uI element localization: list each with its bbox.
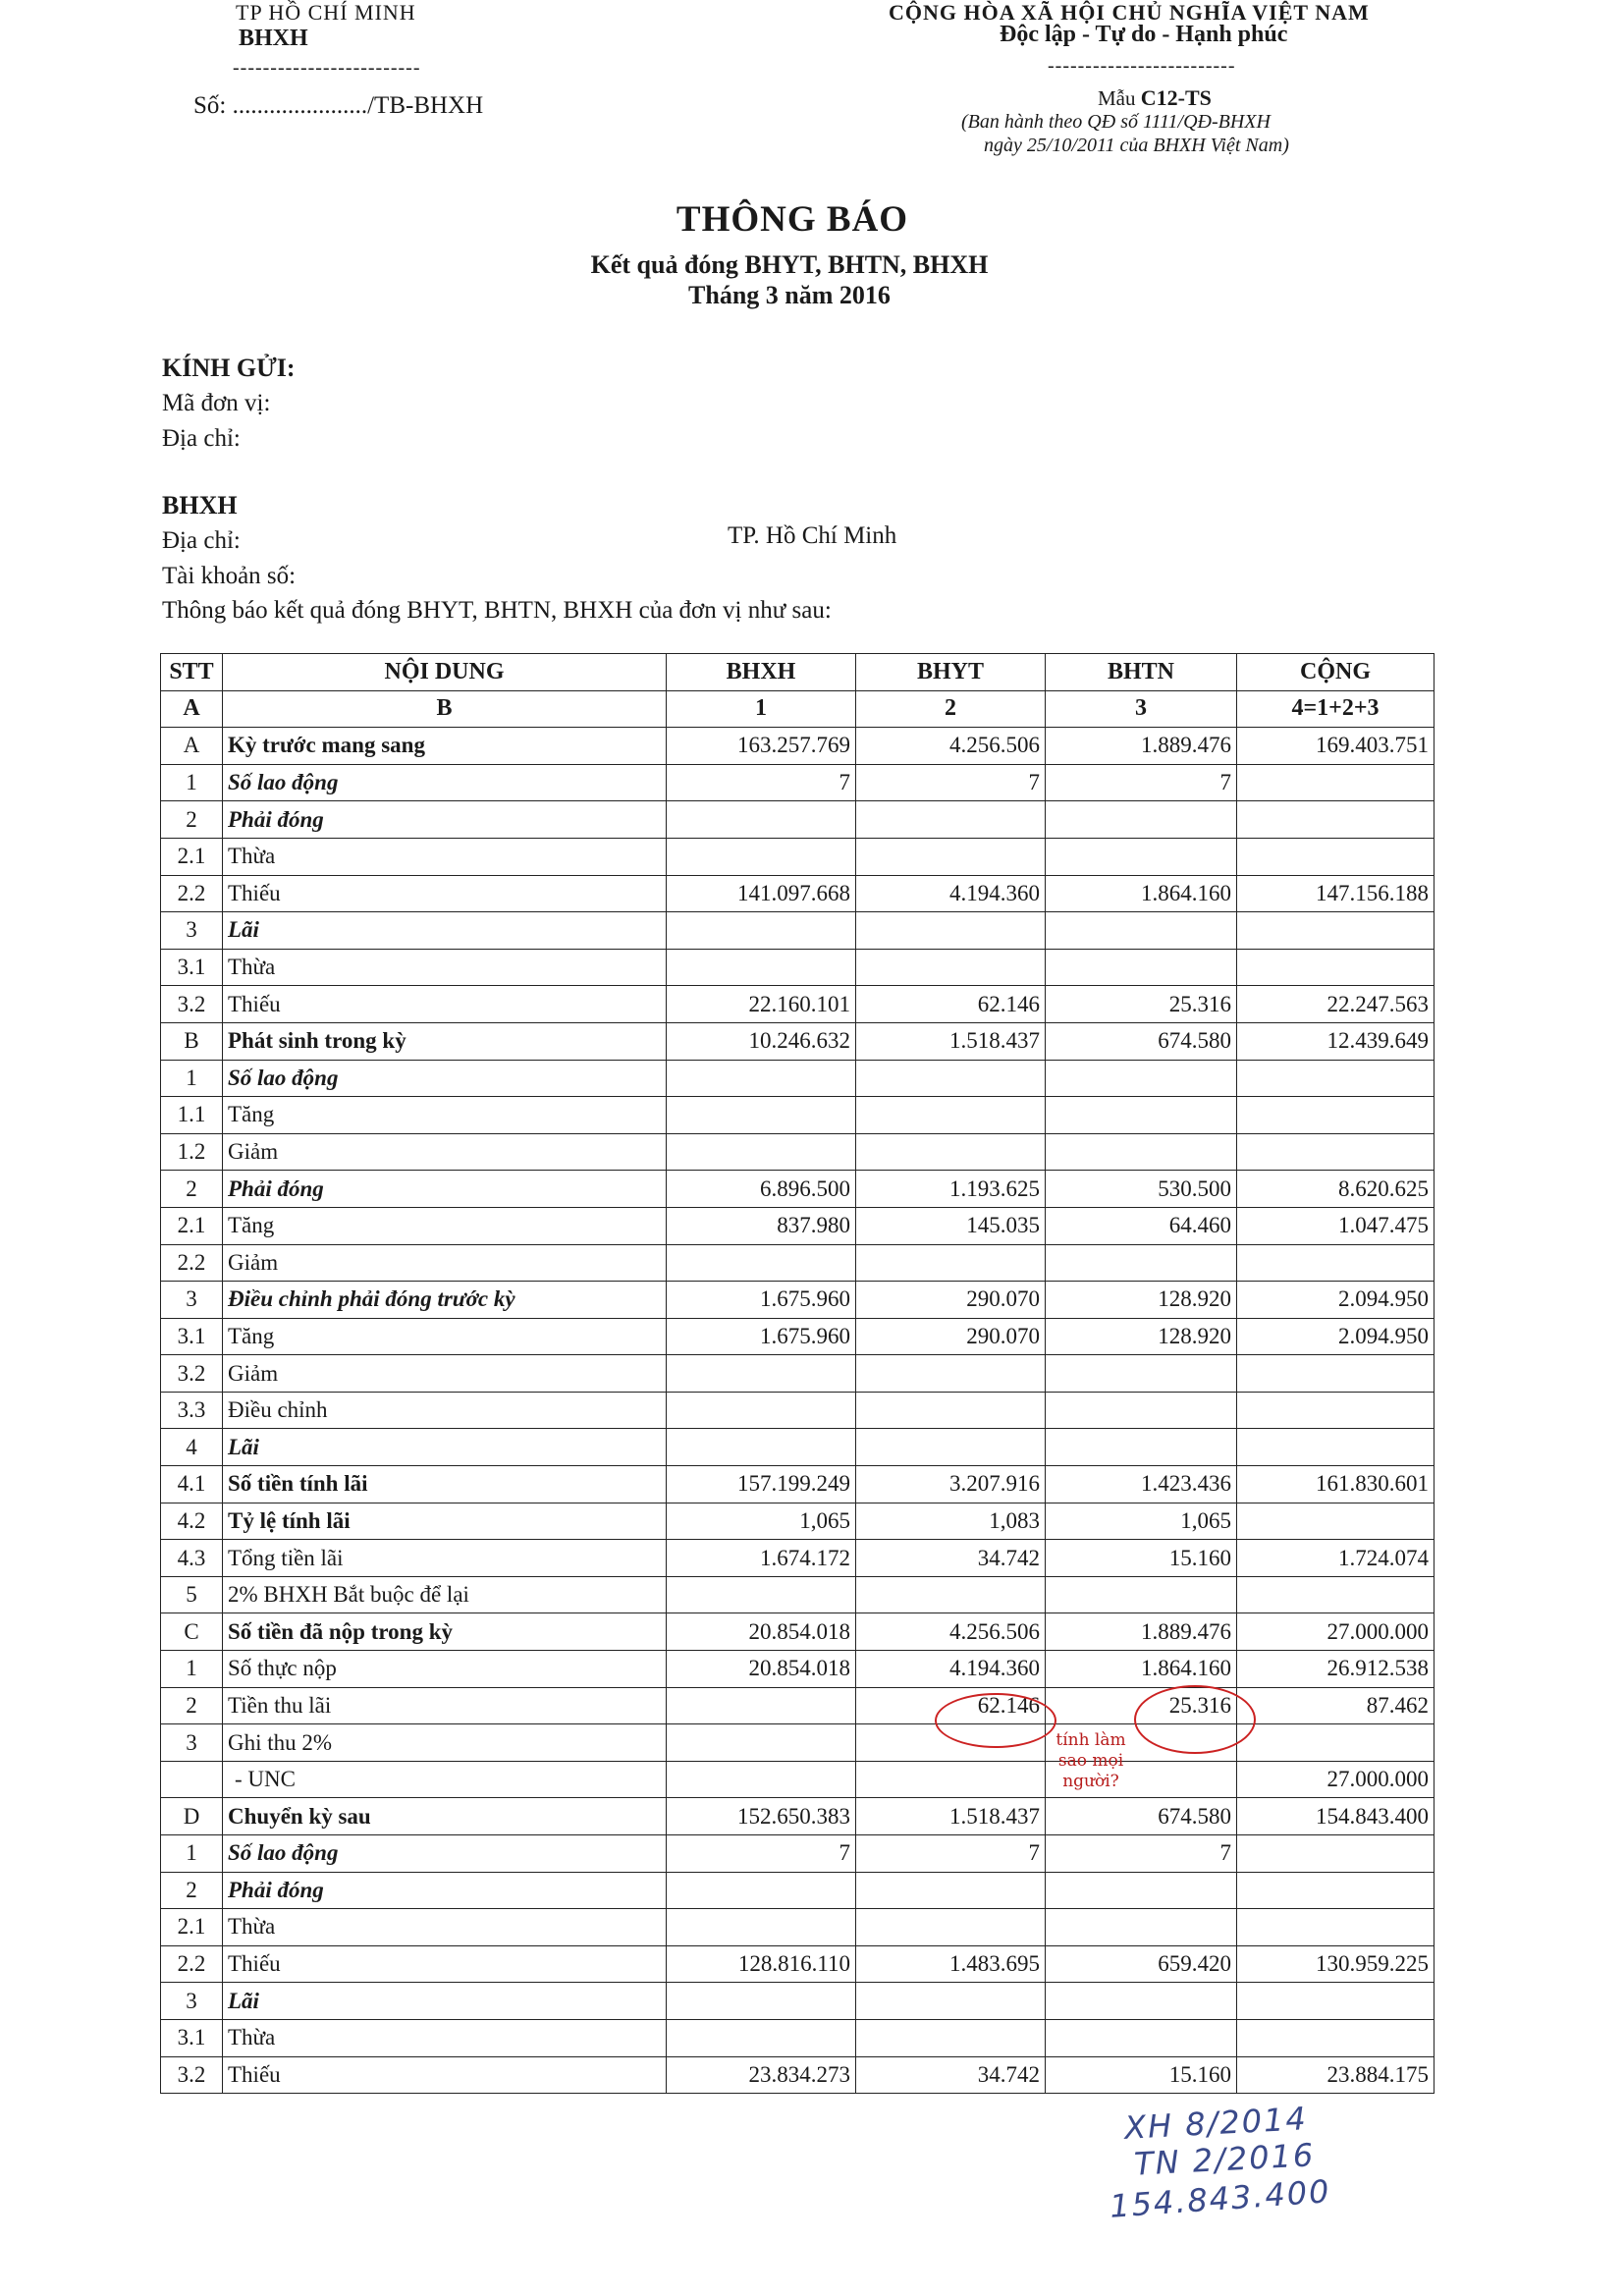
row-stt: 3 [161, 1983, 223, 2020]
cell-bhtn: 1.889.476 [1046, 1613, 1237, 1651]
cell-bhyt: 1,083 [856, 1503, 1046, 1540]
row-stt: 3.1 [161, 1318, 223, 1355]
cell-cong: 2.094.950 [1237, 1282, 1435, 1319]
cell-bhyt [856, 1872, 1046, 1909]
row-stt: 4.1 [161, 1466, 223, 1503]
column-header: BHXH [667, 654, 856, 691]
row-stt: 1.2 [161, 1133, 223, 1171]
table-row [161, 1171, 1435, 1208]
cell-bhyt: 1.193.625 [856, 1171, 1046, 1208]
cell-cong [1237, 1133, 1435, 1171]
cell-bhxh: 157.199.249 [667, 1466, 856, 1503]
row-label: Thừa [223, 2019, 667, 2056]
cell-cong: 169.403.751 [1237, 728, 1435, 765]
row-stt: 1 [161, 1651, 223, 1688]
cell-bhtn [1046, 1097, 1237, 1134]
cell-bhtn: 7 [1046, 1835, 1237, 1873]
table-row [161, 801, 1435, 839]
annotation-circle-bhyt [935, 1693, 1056, 1748]
row-label: - UNC [223, 1761, 667, 1798]
column-header: CỘNG [1237, 654, 1435, 691]
column-header: STT [161, 654, 223, 691]
cell-bhyt: 34.742 [856, 2056, 1046, 2094]
cell-bhtn: 1.864.160 [1046, 875, 1237, 912]
row-label: Điều chỉnh phải đóng trước kỳ [223, 1282, 667, 1319]
row-stt: 2.2 [161, 875, 223, 912]
cell-bhyt: 1.518.437 [856, 1798, 1046, 1835]
recipient-address-label: Địa chỉ: [162, 425, 241, 452]
cell-cong [1237, 949, 1435, 986]
cell-bhxh: 7 [667, 764, 856, 801]
sender-name: BHXH [162, 491, 238, 519]
document-number: Số: ....................../TB-BHXH [193, 92, 484, 119]
handwritten-note-line3: 154.843.400 [1108, 2172, 1332, 2225]
document-period: Tháng 3 năm 2016 [688, 281, 891, 309]
cell-bhyt: 290.070 [856, 1282, 1046, 1319]
row-stt: 2.1 [161, 838, 223, 875]
cell-bhtn: 15.160 [1046, 2056, 1237, 2094]
cell-cong: 22.247.563 [1237, 986, 1435, 1023]
table-row [161, 912, 1435, 950]
table-header-row [161, 654, 1435, 691]
cell-bhyt: 1.518.437 [856, 1022, 1046, 1060]
cell-bhyt: 62.146 [856, 986, 1046, 1023]
cell-bhxh [667, 1060, 856, 1097]
column-code: 4=1+2+3 [1237, 690, 1435, 728]
header-left-divider: ------------------------- [233, 57, 421, 79]
row-label: Thiếu [223, 986, 667, 1023]
row-stt: 2 [161, 1687, 223, 1724]
cell-bhyt [856, 1392, 1046, 1429]
row-stt: C [161, 1613, 223, 1651]
cell-bhyt: 4.194.360 [856, 875, 1046, 912]
cell-bhxh [667, 1355, 856, 1393]
row-label: Giảm [223, 1133, 667, 1171]
handwritten-note-line2: TN 2/2016 [1133, 2136, 1317, 2183]
cell-bhxh [667, 1983, 856, 2020]
cell-bhxh [667, 1429, 856, 1466]
table-row [161, 1798, 1435, 1835]
table-row [161, 1576, 1435, 1613]
row-stt: 1 [161, 1835, 223, 1873]
row-label: Giảm [223, 1355, 667, 1393]
table-row [161, 728, 1435, 765]
cell-bhyt [856, 949, 1046, 986]
row-label: Số lao động [223, 764, 667, 801]
cell-bhtn: 15.160 [1046, 1540, 1237, 1577]
cell-bhxh: 20.854.018 [667, 1613, 856, 1651]
table-row [161, 875, 1435, 912]
cell-bhtn: 64.460 [1046, 1207, 1237, 1244]
cell-bhxh: 1.675.960 [667, 1318, 856, 1355]
table-row [161, 1097, 1435, 1134]
document-title: THÔNG BÁO [676, 199, 909, 240]
cell-bhtn [1046, 1872, 1237, 1909]
row-stt: 4 [161, 1429, 223, 1466]
cell-bhyt: 290.070 [856, 1318, 1046, 1355]
cell-bhyt: 34.742 [856, 1540, 1046, 1577]
column-code: 2 [856, 690, 1046, 728]
cell-bhyt [856, 838, 1046, 875]
cell-bhxh [667, 1576, 856, 1613]
cell-bhyt [856, 1060, 1046, 1097]
column-code: B [223, 690, 667, 728]
cell-bhyt: 4.256.506 [856, 1613, 1046, 1651]
cell-cong: 27.000.000 [1237, 1613, 1435, 1651]
row-label: Lãi [223, 912, 667, 950]
cell-bhxh: 128.816.110 [667, 1945, 856, 1983]
row-label: Tỷ lệ tính lãi [223, 1503, 667, 1540]
table-row [161, 1945, 1435, 1983]
cell-cong: 8.620.625 [1237, 1171, 1435, 1208]
cell-bhtn: 1,065 [1046, 1503, 1237, 1540]
row-label: Ghi thu 2% [223, 1724, 667, 1762]
cell-bhtn [1046, 2019, 1237, 2056]
row-stt: 3 [161, 912, 223, 950]
row-stt: 4.3 [161, 1540, 223, 1577]
annotation-circle-bhtn [1134, 1685, 1256, 1754]
cell-bhxh: 837.980 [667, 1207, 856, 1244]
cell-cong [1237, 2019, 1435, 2056]
cell-bhtn [1046, 1576, 1237, 1613]
cell-cong [1237, 1097, 1435, 1134]
column-header: BHYT [856, 654, 1046, 691]
cell-bhxh [667, 1097, 856, 1134]
row-label: Số thực nộp [223, 1651, 667, 1688]
row-label: Thiếu [223, 1945, 667, 1983]
cell-bhyt: 7 [856, 1835, 1046, 1873]
table-row [161, 1909, 1435, 1946]
row-stt: 3.2 [161, 1355, 223, 1393]
cell-bhxh: 6.896.500 [667, 1171, 856, 1208]
form-issued-date: ngày 25/10/2011 của BHXH Việt Nam) [984, 135, 1289, 156]
cell-bhxh: 23.834.273 [667, 2056, 856, 2094]
table-row [161, 1355, 1435, 1393]
cell-bhxh [667, 1909, 856, 1946]
cell-bhyt [856, 1983, 1046, 2020]
row-label: Điều chỉnh [223, 1392, 667, 1429]
cell-bhtn [1046, 949, 1237, 986]
table-row [161, 1282, 1435, 1319]
cell-bhxh [667, 2019, 856, 2056]
cell-cong [1237, 1503, 1435, 1540]
cell-bhyt [856, 2019, 1046, 2056]
cell-cong [1237, 1724, 1435, 1762]
national-motto: Độc lập - Tự do - Hạnh phúc [1000, 22, 1288, 47]
table-row [161, 1060, 1435, 1097]
cell-bhxh: 1.675.960 [667, 1282, 856, 1319]
table-row [161, 1392, 1435, 1429]
row-label: Số tiền tính lãi [223, 1466, 667, 1503]
cell-bhtn [1046, 1392, 1237, 1429]
column-header: NỘI DUNG [223, 654, 667, 691]
row-label: Phải đóng [223, 1171, 667, 1208]
cell-cong [1237, 1576, 1435, 1613]
cell-bhyt [856, 1909, 1046, 1946]
row-label: Lãi [223, 1429, 667, 1466]
cell-bhtn: 25.316 [1046, 1687, 1237, 1724]
cell-cong: 154.843.400 [1237, 1798, 1435, 1835]
cell-bhxh [667, 1392, 856, 1429]
cell-bhyt: 4.256.506 [856, 728, 1046, 765]
row-stt: 2.2 [161, 1945, 223, 1983]
cell-bhyt [856, 1429, 1046, 1466]
cell-bhxh: 141.097.668 [667, 875, 856, 912]
row-label: Phải đóng [223, 801, 667, 839]
form-code: Mẫu C12-TS [1098, 85, 1212, 110]
cell-cong: 147.156.188 [1237, 875, 1435, 912]
row-label: Thừa [223, 838, 667, 875]
annotation-note: tính làm sao mọi người? [1056, 1730, 1126, 1791]
cell-bhtn: 674.580 [1046, 1022, 1237, 1060]
cell-bhyt [856, 1133, 1046, 1171]
intro-text: Thông báo kết quả đóng BHYT, BHTN, BHXH của đơn vị như sau: [162, 597, 832, 624]
sender-account-label: Tài khoản số: [162, 563, 297, 589]
header-right-line1: CỘNG HÒA XÃ HỘI CHỦ NGHĨA VIỆT NAM [889, 0, 1370, 25]
cell-bhyt [856, 912, 1046, 950]
cell-bhtn: 7 [1046, 764, 1237, 801]
cell-bhxh: 20.854.018 [667, 1651, 856, 1688]
row-stt [161, 1761, 223, 1798]
cell-bhyt: 62.146 [856, 1687, 1046, 1724]
table-row [161, 2056, 1435, 2094]
row-stt: 3 [161, 1724, 223, 1762]
cell-cong [1237, 838, 1435, 875]
row-stt: 2.1 [161, 1909, 223, 1946]
cell-cong [1237, 1244, 1435, 1282]
cell-bhyt [856, 1097, 1046, 1134]
row-label: Chuyển kỳ sau [223, 1798, 667, 1835]
cell-bhxh [667, 1872, 856, 1909]
cell-cong: 23.884.175 [1237, 2056, 1435, 2094]
table-row [161, 1761, 1435, 1798]
row-label: Phải đóng [223, 1872, 667, 1909]
row-stt: 3.2 [161, 986, 223, 1023]
sender-address-value: TP. Hồ Chí Minh [728, 522, 897, 549]
row-stt: B [161, 1022, 223, 1060]
cell-bhyt [856, 1576, 1046, 1613]
form-issued-note: (Ban hành theo QĐ số 1111/QĐ-BHXH [961, 111, 1271, 133]
cell-bhxh [667, 1133, 856, 1171]
handwritten-note-line1: XH 8/2014 [1123, 2100, 1309, 2147]
cell-bhyt [856, 1244, 1046, 1282]
table-row [161, 1244, 1435, 1282]
cell-cong [1237, 912, 1435, 950]
cell-bhtn: 659.420 [1046, 1945, 1237, 1983]
cell-bhxh [667, 1687, 856, 1724]
table-row [161, 1651, 1435, 1688]
row-stt: 3.1 [161, 2019, 223, 2056]
cell-cong [1237, 1392, 1435, 1429]
cell-bhxh: 152.650.383 [667, 1798, 856, 1835]
cell-bhtn [1046, 838, 1237, 875]
column-code: 1 [667, 690, 856, 728]
row-label: Tiền thu lãi [223, 1687, 667, 1724]
cell-bhtn [1046, 1244, 1237, 1282]
cell-bhtn: 128.920 [1046, 1282, 1237, 1319]
cell-bhyt: 3.207.916 [856, 1466, 1046, 1503]
table-row [161, 949, 1435, 986]
cell-bhxh: 1.674.172 [667, 1540, 856, 1577]
cell-bhtn [1046, 801, 1237, 839]
cell-cong [1237, 1060, 1435, 1097]
table-row [161, 1503, 1435, 1540]
row-label: Thiếu [223, 875, 667, 912]
cell-bhxh [667, 1724, 856, 1762]
row-stt: D [161, 1798, 223, 1835]
document-subtitle: Kết quả đóng BHYT, BHTN, BHXH [590, 250, 989, 279]
table-row [161, 1318, 1435, 1355]
recipient-unit-code-label: Mã đơn vị: [162, 390, 271, 416]
cell-bhxh: 1,065 [667, 1503, 856, 1540]
table-row [161, 764, 1435, 801]
row-label: Tăng [223, 1097, 667, 1134]
cell-cong [1237, 1355, 1435, 1393]
cell-cong [1237, 801, 1435, 839]
header-right-divider: ------------------------- [1048, 55, 1236, 77]
cell-bhyt: 4.194.360 [856, 1651, 1046, 1688]
row-label: Kỳ trước mang sang [223, 728, 667, 765]
cell-cong: 1.047.475 [1237, 1207, 1435, 1244]
sender-address-label: Địa chỉ: [162, 527, 241, 554]
table-row [161, 838, 1435, 875]
row-label: Số lao động [223, 1060, 667, 1097]
cell-cong: 27.000.000 [1237, 1761, 1435, 1798]
row-stt: 1.1 [161, 1097, 223, 1134]
cell-bhyt [856, 1761, 1046, 1798]
table-row [161, 1022, 1435, 1060]
table-row [161, 1133, 1435, 1171]
cell-cong [1237, 1872, 1435, 1909]
cell-bhtn: 1.864.160 [1046, 1651, 1237, 1688]
row-label: Tăng [223, 1318, 667, 1355]
table-row [161, 1429, 1435, 1466]
cell-bhxh [667, 1244, 856, 1282]
row-stt: 2.2 [161, 1244, 223, 1282]
table-code-row [161, 690, 1435, 728]
cell-cong: 26.912.538 [1237, 1651, 1435, 1688]
table-row [161, 1540, 1435, 1577]
cell-bhxh [667, 912, 856, 950]
cell-bhtn: 128.920 [1046, 1318, 1237, 1355]
cell-bhtn: 25.316 [1046, 986, 1237, 1023]
cell-bhxh [667, 801, 856, 839]
cell-bhxh [667, 1761, 856, 1798]
column-code: A [161, 690, 223, 728]
cell-cong: 161.830.601 [1237, 1466, 1435, 1503]
header-left-line1: TP HỒ CHÍ MINH [236, 0, 416, 25]
table-row [161, 1466, 1435, 1503]
row-label: 2% BHXH Bắt buộc để lại [223, 1576, 667, 1613]
cell-cong [1237, 1909, 1435, 1946]
row-label: Thừa [223, 949, 667, 986]
column-header: BHTN [1046, 654, 1237, 691]
row-stt: 3 [161, 1282, 223, 1319]
cell-cong: 2.094.950 [1237, 1318, 1435, 1355]
column-code: 3 [1046, 690, 1237, 728]
cell-cong: 12.439.649 [1237, 1022, 1435, 1060]
row-label: Phát sinh trong kỳ [223, 1022, 667, 1060]
cell-bhyt: 7 [856, 764, 1046, 801]
table-row [161, 1207, 1435, 1244]
cell-bhtn [1046, 1355, 1237, 1393]
cell-bhtn: 674.580 [1046, 1798, 1237, 1835]
cell-bhxh: 163.257.769 [667, 728, 856, 765]
cell-bhtn [1046, 1133, 1237, 1171]
cell-bhtn [1046, 1060, 1237, 1097]
table-row [161, 986, 1435, 1023]
row-stt: 5 [161, 1576, 223, 1613]
cell-bhxh [667, 949, 856, 986]
cell-cong: 130.959.225 [1237, 1945, 1435, 1983]
row-stt: 3.3 [161, 1392, 223, 1429]
cell-bhyt: 145.035 [856, 1207, 1046, 1244]
cell-cong [1237, 1983, 1435, 2020]
cell-cong [1237, 1835, 1435, 1873]
row-label: Lãi [223, 1983, 667, 2020]
row-stt: A [161, 728, 223, 765]
row-label: Thừa [223, 1909, 667, 1946]
cell-bhtn [1046, 1983, 1237, 2020]
table-row [161, 1983, 1435, 2020]
cell-bhtn [1046, 1429, 1237, 1466]
table-row [161, 2019, 1435, 2056]
cell-bhtn: 1.423.436 [1046, 1466, 1237, 1503]
row-stt: 3.2 [161, 2056, 223, 2094]
recipient-heading: KÍNH GỬI: [162, 354, 296, 382]
row-label: Số tiền đã nộp trong kỳ [223, 1613, 667, 1651]
contribution-table [160, 653, 1435, 2094]
cell-cong: 87.462 [1237, 1687, 1435, 1724]
row-label: Số lao động [223, 1835, 667, 1873]
cell-bhtn [1046, 1909, 1237, 1946]
cell-bhxh: 10.246.632 [667, 1022, 856, 1060]
table-row [161, 1835, 1435, 1873]
cell-bhxh: 7 [667, 1835, 856, 1873]
row-label: Thiếu [223, 2056, 667, 2094]
row-label: Giảm [223, 1244, 667, 1282]
row-stt: 2 [161, 801, 223, 839]
cell-bhtn: 530.500 [1046, 1171, 1237, 1208]
cell-cong: 1.724.074 [1237, 1540, 1435, 1577]
row-stt: 2 [161, 1171, 223, 1208]
cell-cong [1237, 1429, 1435, 1466]
cell-bhyt [856, 801, 1046, 839]
row-stt: 1 [161, 764, 223, 801]
row-stt: 3.1 [161, 949, 223, 986]
cell-bhtn [1046, 912, 1237, 950]
row-label: Tổng tiền lãi [223, 1540, 667, 1577]
row-stt: 1 [161, 1060, 223, 1097]
row-stt: 4.2 [161, 1503, 223, 1540]
row-label: Tăng [223, 1207, 667, 1244]
cell-bhtn: 1.889.476 [1046, 728, 1237, 765]
cell-bhyt: 1.483.695 [856, 1945, 1046, 1983]
cell-cong [1237, 764, 1435, 801]
cell-bhxh: 22.160.101 [667, 986, 856, 1023]
table-row [161, 1872, 1435, 1909]
row-stt: 2 [161, 1872, 223, 1909]
cell-bhyt [856, 1355, 1046, 1393]
header-left-agency: BHXH [239, 26, 308, 51]
cell-bhxh [667, 838, 856, 875]
row-stt: 2.1 [161, 1207, 223, 1244]
table-row [161, 1613, 1435, 1651]
